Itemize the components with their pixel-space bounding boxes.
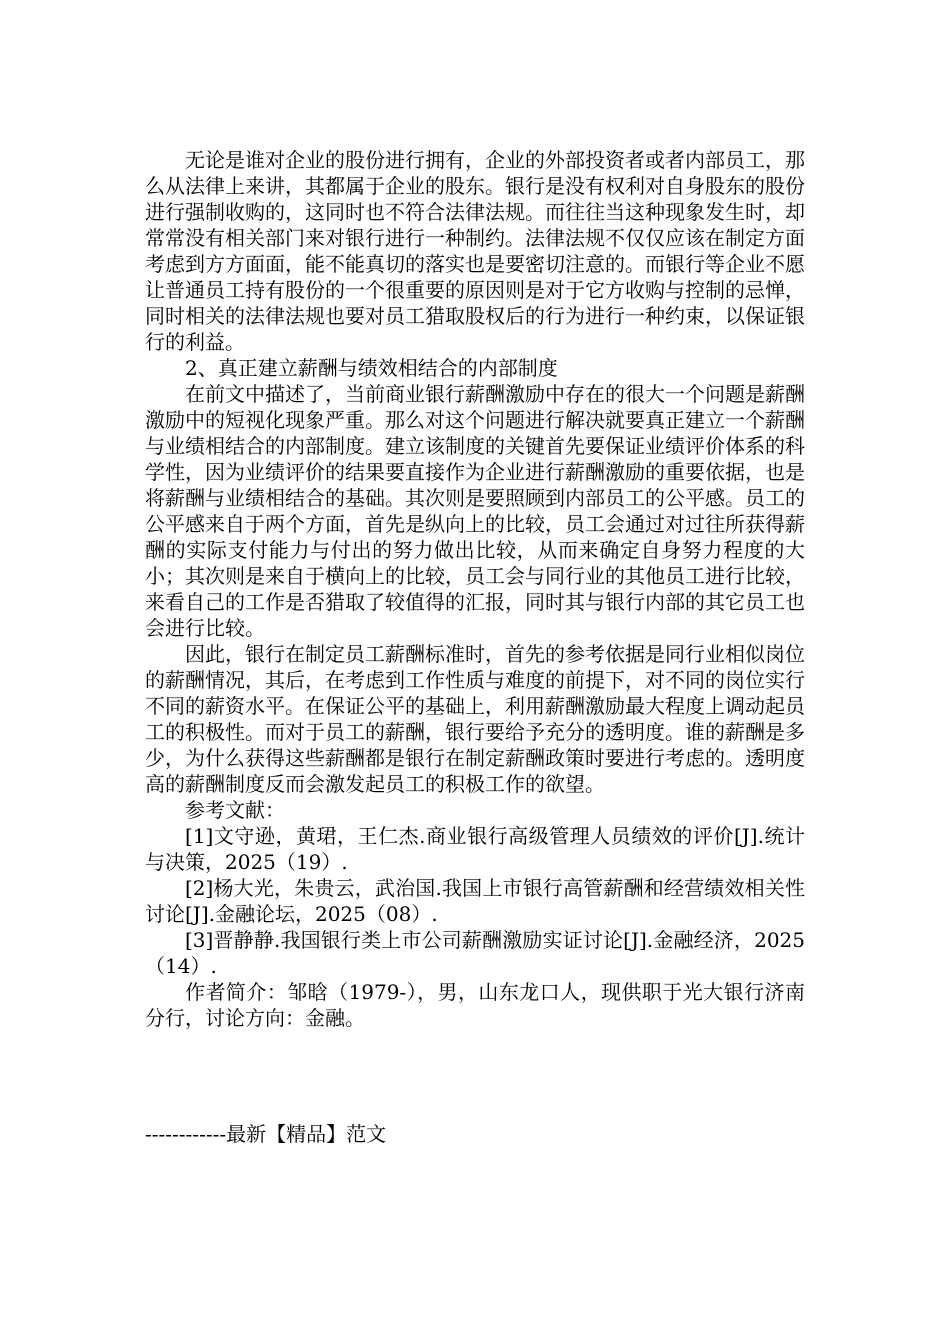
author-bio: 作者简介：邹晗（1979-），男，山东龙口人，现供职于光大银行济南分行，讨论方向：金融。 — [145, 980, 805, 1030]
paragraph-shareholder-rights: 无论是谁对企业的股份进行拥有，企业的外部投资者或者内部员工，那么从法律上来讲，其都属于企业的股东。银行是没有权利对自身股东的股份进行强制收购的，这同时也不符合法律法规。而往往当这种现象发生时，却常常没有相关部门来对银行进行一种制约。法律法规不仅仅应该在制定方面考虑到方方面面，能不能真切的落实也是要密切注意的。而银行等企业不愿让普通员工持有股份的一个很重要的原因则是对于它方收购与控制的忌惮，同时相关的法律法规也要对员工猎取股权后的行为进行一种约束，以保证银行的利益。 — [145, 148, 805, 354]
reference-item-3: [3]晋静静.我国银行类上市公司薪酬激励实证讨论[J].金融经济，2025（14）. — [145, 928, 805, 978]
reference-item-2: [2]杨大光，朱贵云，武治国.我国上市银行高管薪酬和经营绩效相关性讨论[J].金融论坛，2025（08）. — [145, 876, 805, 926]
references-heading: 参考文献： — [185, 798, 285, 822]
page-footer: ------------最新【精品】范文 — [145, 1122, 387, 1146]
paragraph-salary-standards: 因此，银行在制定员工薪酬标准时，首先的参考依据是同行业相似岗位的薪酬情况，其后，在考虑到工作性质与难度的前提下，对不同的岗位实行不同的薪资水平。在保证公平的基础上，利用薪酬激励最大程度上调动起员工的积极性。而对于员工的薪酬，银行要给予充分的透明度。谁的薪酬是多少，为什么获得这些薪酬都是银行在制定薪酬政策时要进行考虑的。透明度高的薪酬制度反而会激发起员工的积极工作的欲望。 — [145, 642, 805, 796]
document-body — [145, 147, 805, 1031]
paragraph-salary-system: 在前文中描述了，当前商业银行薪酬激励中存在的很大一个问题是薪酬激励中的短视化现象严重。那么对这个问题进行解决就要真正建立一个薪酬与业绩相结合的内部制度。建立该制度的关键首先要保证业绩评价体系的科学性，因为业绩评价的结果要直接作为企业进行薪酬激励的重要依据，也是将薪酬与业绩相结合的基础。其次则是要照顾到内部员工的公平感。员工的公平感来自于两个方面，首先是纵向上的比较，员工会通过对过往所获得薪酬的实际支付能力与付出的努力做出比较，从而来确定自身努力程度的大小；其次则是来自于横向上的比较，员工会与同行业的其他员工进行比较，来看自己的工作是否猎取了较值得的汇报，同时其与银行内部的其它员工也会进行比较。 — [145, 382, 805, 640]
reference-item-1: [1]文守逊，黄珺，王仁杰.商业银行高级管理人员绩效的评价[J].统计与决策，2025（19）. — [145, 824, 805, 874]
section-heading-salary-performance: 2、真正建立薪酬与绩效相结合的内部制度 — [185, 356, 558, 380]
